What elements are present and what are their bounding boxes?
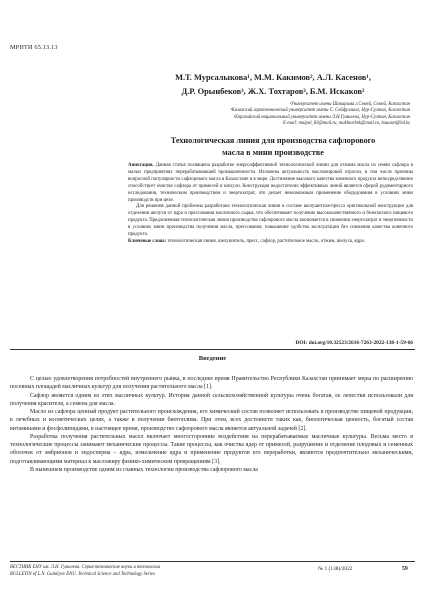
authors-block [128, 71, 418, 99]
issue-number: № 1 (138)/2022 [318, 566, 353, 572]
affiliation-line: ³Евразийский национальный университет имени Л.Н.Гумилева, Нур-Султан, Казахстан [233, 114, 410, 120]
abstract-label: Аннотация. [128, 163, 154, 168]
journal-name-en: BULLETIN of L.N. Gumilyov ENU. Technical Science and Technology Series [10, 572, 155, 577]
journal-name-ru: ВЕСТНИК ЕНУ им. Л.Н. Гумилева. Серия технические науки и технологии [10, 565, 161, 570]
body-paragraph: В нынешнем производстве одним из главных технологии производства сафлорового масла [30, 466, 258, 473]
abstract [128, 163, 413, 246]
udc-code: МРНТИ 65.13.13 [10, 44, 58, 51]
keywords-label: Ключевые слова: [128, 238, 167, 244]
body-paragraph: Разработка получения растительных масел включает многосторонние воздействия на перерабатываемые масличные культуры. Весьма место в технологические процессы занимают механические процессы. Такие процессы, как очистка ядер от примесей, разрушение и отделение плодовых и семенных оболочек от эмбрионов и эндосперма – ядра, измельчение ядра и применение продуктов его переработки, являются предпочтительно механическими, подготавливающими материал к масложиру физико-химическом превращениям [3]. [10, 433, 413, 465]
body-paragraph: С целью удовлетворения потребностей внутреннего рынка, в последнее время Правительство Республики Казахстан принимает меры по расширению посевных площадей масличных культур для получения растительного масла [1]. [10, 376, 413, 391]
title-line: масла в мини производстве [222, 148, 324, 157]
keywords [128, 239, 413, 246]
section-title: Введение [198, 355, 227, 362]
abstract-paragraph: Для решения данной проблемы разработана технологическая линия в составе шелушителя-пресса оригинальной конструкции для отделения шелухи от ядра и прессования масличного сырья, что обеспечивает получение высококачественного и безопасного пищевого продукта. Предложенная технологическая линия производства сафлорового масла заключается в снижении энергозатрат и энергоемкости в условиях мини производства получения масла, прессования, повышение удобства эксплуатации без снижения качества конечного продукта. [128, 204, 413, 238]
body-paragraph: Сафлор является одним из этих масличных культур. История данной сельскохозяйственной культуры очень богатая, ее лепестки использовали для получения красителя, а семена для масла. [10, 392, 413, 407]
page-number: 59 [402, 566, 408, 572]
article-title [128, 135, 418, 159]
abstract-text: Данная статья посвящена разработке энергоэффективной технологической линии для отжима масла из семян сафлора в малых предприятиях перерабатывающей промышленности. Изложена актуальность масложировой отрасли, в том числе причины вопросной популярности сафлорового масла в Казахстане и в мире. Достижение высокого качества конечного продукта непосредственно способствует очистке сафлора от примесей и шелухи. Конструкция недостаточно эффективных линий является сферой рудиментарного исследования, техническим производством и энергозатрат, что делает невозможным применение оборудования в условиях мини производств при цехе. [128, 163, 413, 203]
doi-link[interactable]: DOI: doi.org/10.32523/2616-7263-2022-138-1-59-66 [295, 340, 413, 346]
abstract-paragraph [128, 163, 413, 204]
email-line: E-mail: maipal_83@mail.ru, mukhtarbek@mail.ru, bauaset@b4.kz [283, 121, 410, 127]
body-text [10, 375, 413, 474]
keywords-text: технологическая линия, шелушитель, пресс, сафлор, растительное масло, отжим, шелуха, ядро. [167, 238, 366, 244]
footer-divider [10, 561, 415, 562]
affiliation-line: ²Казахский агротехнический университет имени С. Сейфуллина, Нур-Султан, Казахстан [230, 108, 410, 114]
affiliation-line: ¹Университет имени Шакарима г.Семей, Семей, Казахстан [289, 102, 410, 107]
divider [10, 349, 415, 350]
body-paragraph: Масло из сафлора ценный продукт растительного происхождения, его химический состав позволяет использовать в производстве пищевой продукции, в лечебных и косметических целях, а также в получении биотоплива. При этом, всех достоинств таких как, биологическая ценность, богатый состав витаминами и фосфолипидами, в настоящее время, производство сафлорового масла является актуальной задачей [2]. [10, 409, 413, 432]
journal-name [10, 564, 160, 578]
authors-line: Д.Р. Орынбеков³, Ж.Х. Тохтаров³, Б.М. Искаков² [181, 87, 365, 96]
title-line: Технологическая линия для производства сафлорового [170, 136, 376, 145]
authors-line: М.Т. Мурсалыкова¹, М.М. Какимов², А.Л. Касенов¹, [175, 73, 371, 82]
affiliations [135, 102, 410, 128]
